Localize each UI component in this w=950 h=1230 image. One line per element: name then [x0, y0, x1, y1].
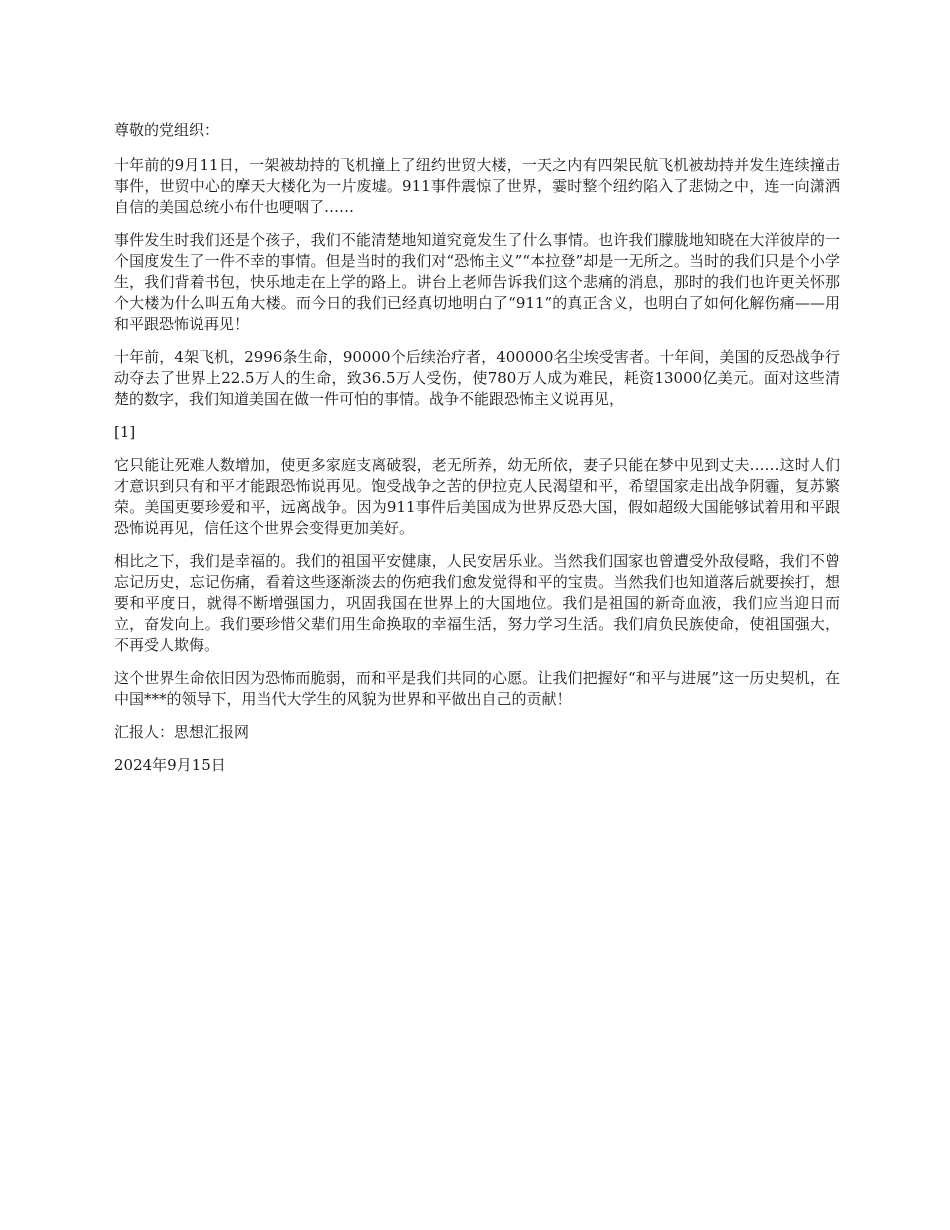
- date: 2024年9月15日: [114, 756, 226, 774]
- paragraph-2: 事件发生时我们还是个孩子，我们不能清楚地知道究竟发生了什么事情。也许我们朦胧地知晓在大洋彼岸的一个国度发生了一件不幸的事情。但是当时的我们对“恐怖主义”“本拉登”却是一无所之。当时的我们只是个小学生，我们背着书包，快乐地走在上学的路上。讲台上老师告诉我们这个悲痛的消息，那时的我们也许更关怀那个大楼为什么叫五角大楼。而今日的我们已经真切地明白了“911”的真正含义，也明白了如何化解伤痛——用和平跟恐怖说再见！: [114, 231, 840, 333]
- letter-body: [114, 120, 840, 788]
- paragraph-4: 它只能让死难人数增加，使更多家庭支离破裂，老无所养，幼无所依，妻子只能在梦中见到丈夫……这时人们才意识到只有和平才能跟恐怖说再见。饱受战争之苦的伊拉克人民渴望和平，希望国家走出战争阴霾，复苏繁荣。美国更要珍爱和平，远离战争。因为911事件后美国成为世界反恐大国，假如超级大国能够试着用和平跟恐怖说再见，信任这个世界会变得更加美好。: [114, 456, 840, 537]
- paragraph-1: 十年前的9月11日，一架被劫持的飞机撞上了纽约世贸大楼，一天之内有四架民航飞机被劫持并发生连续撞击事件，世贸中心的摩天大楼化为一片废墟。911事件震惊了世界，霎时整个纽约陷入了悲恸之中，连一向潇洒自信的美国总统小布什也哽咽了……: [114, 156, 840, 216]
- paragraph-5: 相比之下，我们是幸福的。我们的祖国平安健康，人民安居乐业。当然我们国家也曾遭受外敌侵略，我们不曾忘记历史，忘记伤痛，看着这些逐渐淡去的伤疤我们愈发觉得和平的宝贵。当然我们也知道落后就要挨打，想要和平度日，就得不断增强国力，巩固我国在世界上的大国地位。我们是祖国的新奇血液，我们应当迎日而立，奋发向上。我们要珍惜父辈们用生命换取的幸福生活，努力学习生活。我们肩负民族使命，使祖国强大，不再受人欺侮。: [114, 552, 840, 654]
- salutation: 尊敬的党组织：: [114, 121, 220, 139]
- paragraph-6: 这个世界生命依旧因为恐怖而脆弱，而和平是我们共同的心愿。让我们把握好“和平与进展”这一历史契机，在中国***的领导下，用当代大学生的风貌为世界和平做出自己的贡献！: [114, 669, 840, 708]
- footnote-marker: [1]: [114, 423, 136, 441]
- paragraph-3: 十年前，4架飞机，2996条生命，90000个后续治疗者，400000名尘埃受害者。十年间，美国的反恐战争行动夺去了世界上22.5万人的生命，致36.5万人受伤，使780万人成为难民，耗资13000亿美元。面对这些清楚的数字，我们知道美国在做一件可怕的事情。战争不能跟恐怖主义说再见，: [114, 348, 840, 408]
- signature: 汇报人：思想汇报网: [114, 723, 250, 741]
